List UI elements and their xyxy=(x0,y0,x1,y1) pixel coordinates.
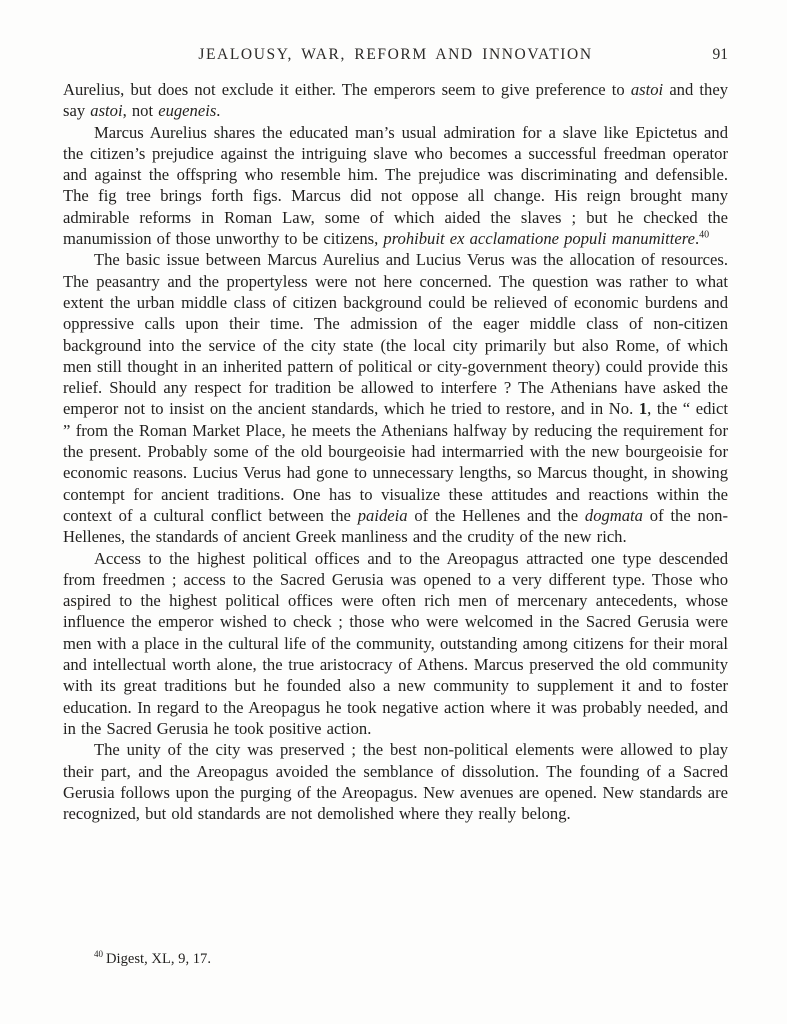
text-segment: dogmata xyxy=(584,505,643,525)
text-segment: astoi xyxy=(630,80,664,99)
footnote-text: Digest, XL, 9, 17. xyxy=(106,951,211,967)
paragraph xyxy=(63,548,728,740)
footnote-reference: 40 xyxy=(699,229,710,241)
text-segment: , the “ edict ” from the Roman Market Place, he meets the Athenians halfway by reducing the requirement for the present. Probably some of the old bourgeoisie had intermarried with the new bourgeoisie for economic reasons. Lucius Verus had gone to unnecessary lengths, so Marcus thought, in showing contempt for ancient traditions. One has to visualize these attitudes and reactions within the context of a cultural conflict between the xyxy=(63,399,729,525)
paragraph xyxy=(63,249,728,547)
text-segment: and they say xyxy=(63,80,729,121)
text-segment: , not xyxy=(122,101,159,121)
footnote xyxy=(63,950,728,969)
text-segment: paideia xyxy=(357,505,408,525)
text-segment: astoi xyxy=(90,101,123,121)
text-segment: 1 xyxy=(638,399,648,419)
running-header xyxy=(63,46,728,66)
text-segment: of the Hellenes and the xyxy=(407,505,585,525)
paragraph xyxy=(63,79,728,122)
text-segment: . xyxy=(216,101,221,121)
text-segment: eugeneis xyxy=(158,101,217,121)
text-segment: Aurelius, but does not exclude it either. The emperors seem to give preference to xyxy=(63,80,631,99)
paragraph xyxy=(63,739,728,824)
running-head-title: JEALOUSY, WAR, REFORM AND INNOVATION xyxy=(198,46,593,63)
body-text xyxy=(63,79,728,824)
text-segment: . xyxy=(694,229,700,249)
text-segment: Marcus Aurelius shares the educated man’s usual admiration for a slave like Epictetus and the citizen’s prejudice against the intriguing slave who becomes a successful freedman operator and against the offspring who resemble him. The prejudice was discriminating and defensible. The fig tree brings forth figs. Marcus did not oppose all change. His reign brought many admirable reforms in Roman Law, some of which aided the slaves ; but he checked the manumission of those unworthy to be citizens, xyxy=(63,122,728,249)
footnote-marker: 40 xyxy=(94,949,103,960)
page-number: 91 xyxy=(712,46,728,63)
text-segment: of the non-Hellenes, the standards of ancient Greek manliness and the crudity of the new rich. xyxy=(63,505,728,547)
paragraph xyxy=(63,122,728,250)
text-segment: prohibuit ex acclamatione populi manumittere xyxy=(383,229,695,249)
text-segment: The basic issue between Marcus Aurelius and Lucius Verus was the allocation of resources. The peasantry and the propertyless were not here concerned. The question was rather to what extent the urban middle class of citizen background could be relieved of economic burdens and oppressive calls upon their time. The admission of the eager middle class of non-citizen background into the service of the city state (the local city primarily but also Rome, of which men still thought in an inherited pattern of political or city-government theory) could provide this relief. Should any respect for tradition be allowed to interfere ? The Athenians have asked the emperor not to insist on the ancient standards, which he tried to restore, and in No. xyxy=(63,250,728,419)
text-segment: The unity of the city was preserved ; the best non-political elements were allowed to play their part, and the Areopagus avoided the semblance of dissolution. The founding of a Sacred Gerusia follows upon the purging of the Areopagus. New avenues are opened. New standards are recognized, but old standards are not demolished where they really belong. xyxy=(63,740,728,824)
text-segment: Access to the highest political offices and to the Areopagus attracted one type descended from freedmen ; access to the Sacred Gerusia was opened to a very different type. Those who aspired to the highest political offices were often rich men of mercenary antecedents, whose influence the emperor wished to check ; those who were welcomed in the Sacred Gerusia were men with a place in the cultural life of the community, outstanding among citizens for their moral and intellectual worth alone, the true aristocracy of Athens. Marcus preserved the old community with its great traditions but he founded also a new community to supplement it and to foster education. In regard to the Areopagus he took negative action where it was probably needed, and in the Sacred Gerusia he took positive action. xyxy=(63,548,728,738)
